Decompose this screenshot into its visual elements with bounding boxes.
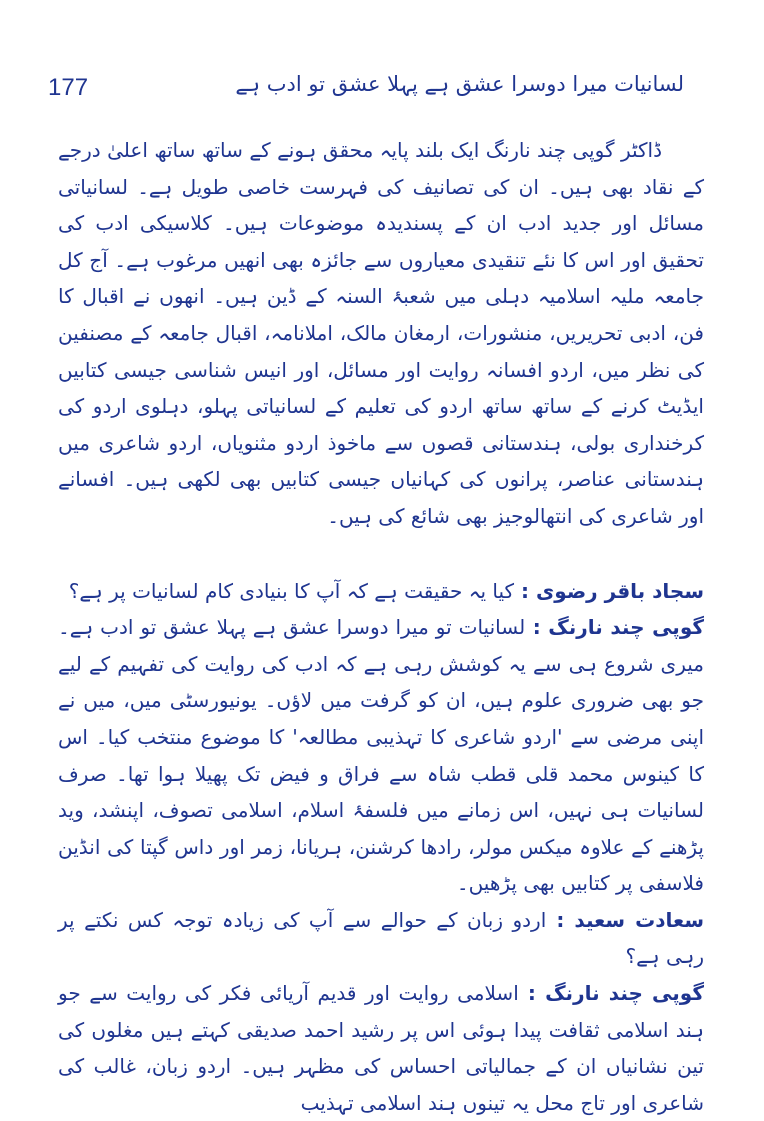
- question-text: اردو زبان کے حوالے سے آپ کی زیادہ توجہ کس نکتے پر رہی ہے؟: [58, 907, 704, 969]
- question-text: کیا یہ حقیقت ہے کہ آپ کا بنیادی کام لسانیات پر ہے؟: [68, 578, 515, 603]
- colon: :: [518, 981, 546, 1006]
- answer-1: [58, 609, 704, 902]
- speaker-name: گوپی چند نارنگ: [548, 615, 704, 640]
- answer-text: اسلامی روایت اور قدیم آریائی فکر کی روایت سے جو ہند اسلامی ثقافت پیدا ہوئی اس پر رشید احمد صدیقی کہتے ہیں مغلوں کی تین نشانیاں ان کے جمالیاتی احساس کی مظہر ہیں۔ اردو زبان، غالب کی شاعری اور تاج محل یہ تینوں ہند اسلامی تہذیب: [58, 981, 704, 1115]
- colon: :: [525, 615, 549, 640]
- speaker-name: سجاد باقر رضوی: [535, 578, 704, 603]
- colon: :: [546, 907, 575, 932]
- answer-text: لسانیات تو میرا دوسرا عشق ہے پہلا عشق تو ادب ہے۔ میری شروع ہی سے یہ کوشش رہی ہے کہ ادب کی روایت کی تفہیم کے لیے جو بھی ضروری علوم ہیں، ان کو گرفت میں لاؤں۔ یونیورسٹی میں، میں نے اپنی مرضی سے 'اردو شاعری کا تہذیبی مطالعہ' کا موضوع منتخب کیا۔ اس کا کینوس محمد قلی قطب شاہ سے فراق و فیض تک پھیلا ہوا تھا۔ صرف لسانیات ہی نہیں، اس زمانے میں فلسفۂ اسلام، اسلامی تصوف، اپنشد، وید پڑھنے کے علاوہ میکس مولر، رادھا کرشنن، ہریانا، زمر اور داس گپتا کی انڈین فلاسفی پر کتابیں بھی پڑھیں۔: [58, 615, 704, 896]
- colon: :: [514, 578, 536, 603]
- answer-2: [58, 975, 704, 1121]
- question-1: [58, 573, 704, 610]
- speaker-name: سعادت سعید: [574, 907, 704, 932]
- speaker-name: گوپی چند نارنگ: [545, 981, 704, 1006]
- page-header: [48, 72, 684, 106]
- running-title: لسانیات میرا دوسرا عشق ہے پہلا عشق تو ادب ہے: [235, 72, 684, 96]
- section-gap: [58, 535, 704, 573]
- page-body: [58, 132, 704, 1121]
- question-2: [58, 902, 704, 975]
- intro-paragraph: ڈاکٹر گوپی چند نارنگ ایک بلند پایہ محقق ہونے کے ساتھ ساتھ اعلیٰ درجے کے نقاد بھی ہیں۔ ان کی تصانیف کی فہرست خاصی طویل ہے۔ لسانیاتی مسائل اور جدید ادب ان کے پسندیدہ موضوعات ہیں۔ کلاسیکی ادب کی تحقیق اور اس کا نئے تنقیدی معیاروں سے جائزہ بھی انھیں مرغوب ہے۔ آج کل جامعہ ملیہ اسلامیہ دہلی میں شعبۂ السنہ کے ڈین ہیں۔ انھوں نے اقبال کا فن، ادبی تحریریں، منشورات، ارمغان مالک، املانامہ، اقبال جامعہ کے مصنفین کی نظر میں، اردو افسانہ روایت اور مسائل، اور انیس شناسی جیسی کتابیں ایڈیٹ کرنے کے ساتھ ساتھ اردو کی تعلیم کے لسانیاتی پہلو، دہلوی اردو کی کرخنداری بولی، ہندستانی قصوں سے ماخوذ اردو مثنویاں، اردو شاعری میں ہندستانی عناصر، پرانوں کی کہانیاں جیسی کتابیں بھی لکھی ہیں۔ افسانے اور شاعری کی انتھالوجیز بھی شائع کی ہیں۔: [58, 138, 704, 528]
- page-number: 177: [48, 74, 89, 101]
